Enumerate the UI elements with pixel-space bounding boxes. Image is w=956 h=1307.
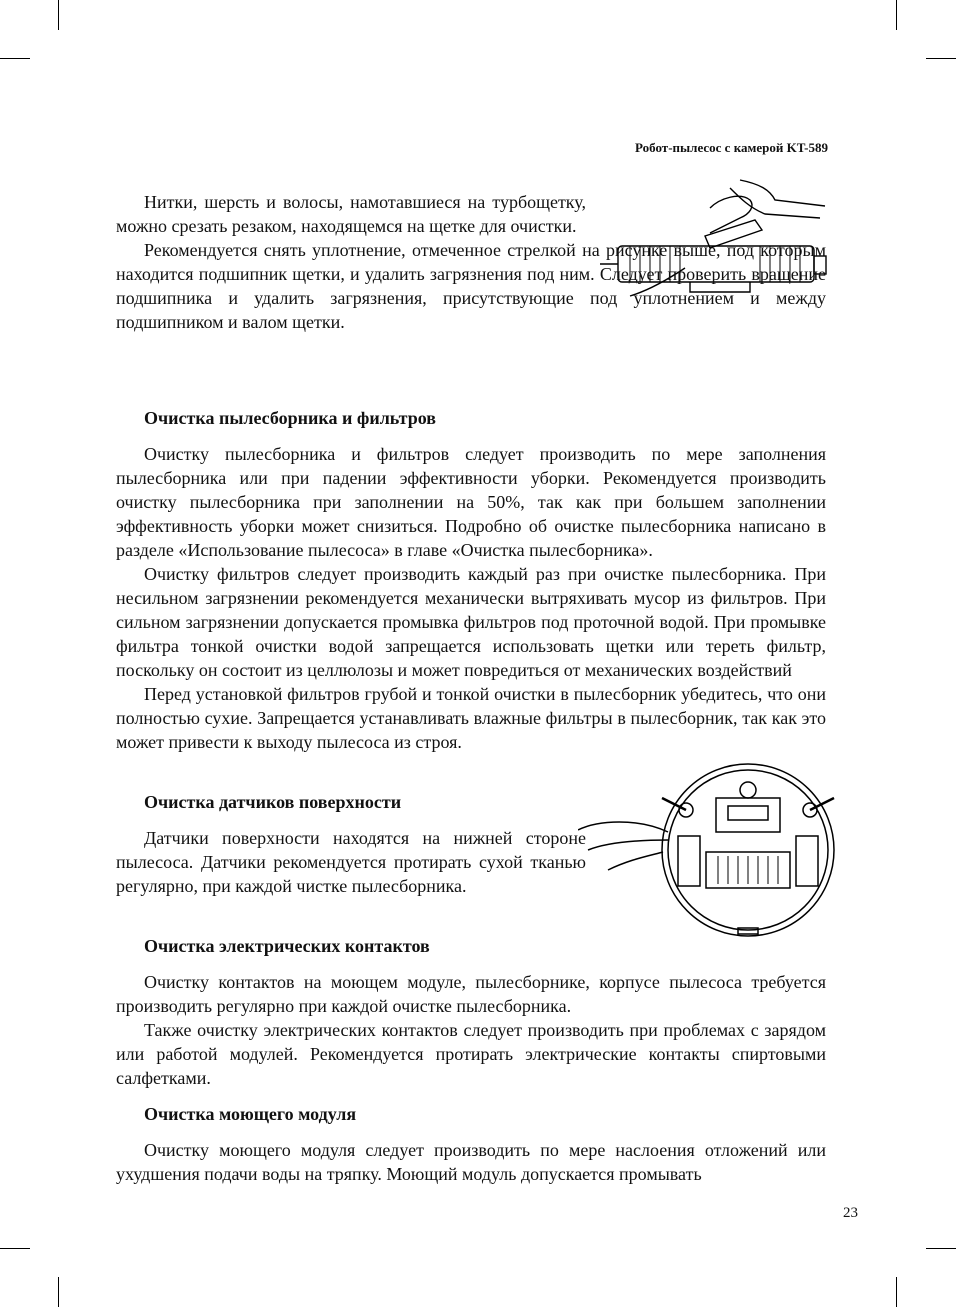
- page-number: 23: [843, 1205, 858, 1221]
- paragraph: Рекомендуется снять уплотнение, отмеченное стрелкой на рисунке выше, под которым находится подшипник щетки, и удалить загрязнения под ним. Следует проверить вращение подшипника и удалить загрязнения, присутствующие под уплотнением и между подшипником и валом щетки.: [116, 240, 826, 332]
- crop-mark: [58, 1277, 59, 1307]
- section-heading: Очистка пылесборника и фильтров: [144, 408, 436, 428]
- crop-mark: [926, 1248, 956, 1249]
- section-heading: Очистка датчиков поверхности: [144, 792, 402, 812]
- paragraph: Очистку фильтров следует производить каждый раз при очистке пылесборника. При несильном загрязнении рекомендуется механически вытряхивать мусор из фильтров. При сильном загрязнении допускается промывка фильтров под проточной водой. При промывке фильтра тонкой очистки водой запрещается использовать щетки или тереть фильтр, поскольку он состоит из целлюлозы и может повредиться от механических воздействий: [116, 564, 826, 680]
- dustbin-section: [116, 394, 826, 754]
- paragraph: Датчики поверхности находятся на нижней стороне пылесоса. Датчики рекомендуется протирать сухой тканью регулярно, при каждой чистке пылесборника.: [116, 828, 586, 896]
- paragraph: Очистку пылесборника и фильтров следует производить по мере заполнения пылесборника или при падении эффективности уборки. Рекомендуется производить очистку пылесборника при заполнении на 50%, так как при большем заполнении эффективность уборки может снизиться. Подробно об очистке пылесборника написано в разделе «Использование пылесоса» в главе «Очистка пылесборника».: [116, 444, 826, 560]
- section-heading: Очистка моющего модуля: [144, 1104, 357, 1124]
- mop-section: [116, 1090, 826, 1186]
- running-header: Робот-пылесос с камерой KT-589: [635, 140, 828, 155]
- crop-mark: [0, 58, 30, 59]
- paragraph: Также очистку электрических контактов следует производить при проблемах с зарядом или работой модулей. Рекомендуется протирать электрические контакты спиртовыми салфетками.: [116, 1020, 826, 1088]
- paragraph: Очистку моющего модуля следует производить по мере наслоения отложений или ухудшения подачи воды на тряпку. Моющий модуль допускается промывать: [116, 1140, 826, 1184]
- crop-mark: [926, 58, 956, 59]
- section-heading: Очистка электрических контактов: [144, 936, 430, 956]
- crop-mark: [0, 1248, 30, 1249]
- intro-section: [116, 190, 826, 334]
- paragraph: Перед установкой фильтров грубой и тонкой очистки в пылесборник убедитесь, что они полностью сухие. Запрещается устанавливать влажные фильтры в пылесборник, так как это может привести к выходу пылесоса из строя.: [116, 684, 826, 752]
- sensors-section: [116, 778, 826, 898]
- paragraph: Нитки, шерсть и волосы, намотавшиеся на турбощетку, можно срезать резаком, находящемся на щетке для очистки.: [116, 192, 586, 236]
- crop-mark: [58, 0, 59, 30]
- paragraph: Очистку контактов на моющем модуле, пылесборнике, корпусе пылесоса требуется производить регулярно при каждой очистке пылесборника.: [116, 972, 826, 1016]
- crop-mark: [896, 1277, 897, 1307]
- crop-mark: [896, 0, 897, 30]
- contacts-section: [116, 922, 826, 1090]
